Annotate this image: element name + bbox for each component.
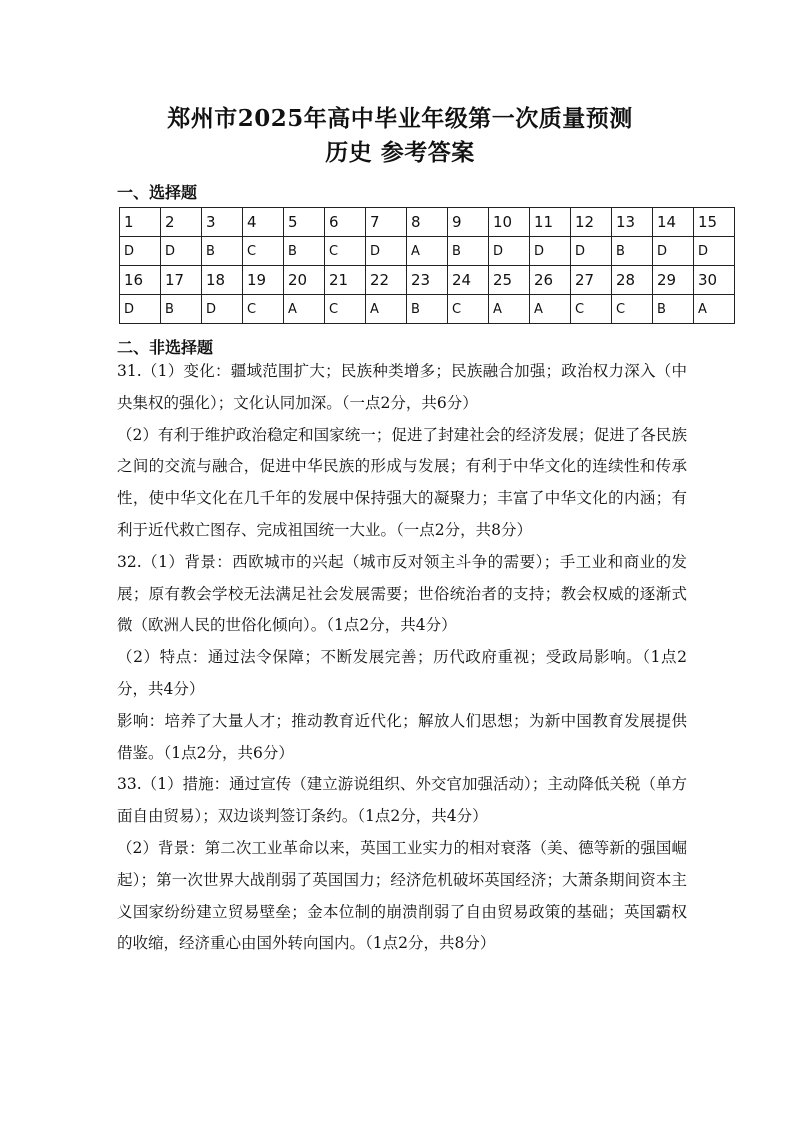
question-number-cell: 27 (571, 266, 612, 295)
answer-letter-cell: B (653, 295, 694, 324)
document-subtitle: 历史 参考答案 (325, 139, 475, 166)
answer-letter-cell: B (612, 237, 653, 266)
question-number-cell: 9 (448, 208, 489, 237)
question-number-cell: 25 (489, 266, 530, 295)
answer-letter-cell: D (653, 237, 694, 266)
question-number-cell: 22 (366, 266, 407, 295)
question-number-cell: 1 (120, 208, 161, 237)
answer-letter-cell: C (448, 295, 489, 324)
question-number-cell: 12 (571, 208, 612, 237)
answer-letter-cell: D (694, 237, 735, 266)
question-number-cell: 30 (694, 266, 735, 295)
answer-letter-cell: C (325, 237, 366, 266)
question-number-cell: 4 (243, 208, 284, 237)
answer-letter-cell: B (407, 295, 448, 324)
answer-letter-cell: A (694, 295, 735, 324)
answer-letter-cell: A (489, 295, 530, 324)
answer-32-2: （2）特点：通过法令保障；不断发展完善；历代政府重视；受政局影响。（1点2分，共4分） (117, 648, 687, 698)
section-heading-choice: 一、选择题 (117, 183, 198, 202)
table-row-numbers (120, 208, 735, 237)
answer-33-2: （2）背景：第二次工业革命以来，英国工业实力的相对衰落（美、德等新的强国崛起）；第一次世界大战削弱了英国国力；经济危机破坏英国经济；大萧条期间资本主义国家纷纷建立贸易壁垒；金本位制的崩溃削弱了自由贸易政策的基础；英国霸权的收缩，经济重心由国外转向国内。（1点2分，共8分） (117, 838, 687, 953)
answer-letter-cell: A (530, 295, 571, 324)
answer-letter-cell: C (571, 295, 612, 324)
question-number-cell: 17 (161, 266, 202, 295)
answer-32-impact: 影响：培养了大量人才；推动教育近代化；解放人们思想；为新中国教育发展提供借鉴。（1点2分，共6分） (117, 711, 687, 762)
question-number-cell: 5 (284, 208, 325, 237)
section-heading-nonchoice: 二、非选择题 (117, 338, 214, 357)
answer-letter-cell: A (284, 295, 325, 324)
answer-31-2: （2）有利于维护政治稳定和国家统一；促进了封建社会的经济发展；促进了各民族之间的交流与融合，促进中华民族的形成与发展；有利于中华文化的连续性和传承性，使中华文化在几千年的发展中保持强大的凝聚力；丰富了中华文化的内涵；有利于近代救亡图存、完成祖国统一大业。（一点2分，共8分） (117, 425, 687, 539)
answer-letter-cell: B (161, 295, 202, 324)
answer-letter-cell: D (202, 295, 243, 324)
answer-letter-cell: A (366, 295, 407, 324)
answer-letter-cell: D (161, 237, 202, 266)
question-number-cell: 8 (407, 208, 448, 237)
question-number-cell: 11 (530, 208, 571, 237)
answer-letter-cell: D (571, 237, 612, 266)
question-number-cell: 3 (202, 208, 243, 237)
question-number-cell: 21 (325, 266, 366, 295)
answer-letter-cell: B (202, 237, 243, 266)
question-number-cell: 19 (243, 266, 284, 295)
choice-answer-table (119, 207, 735, 324)
answer-33-1: 33.（1）措施：通过宣传（建立游说组织、外交官加强活动）；主动降低关税（单方面自由贸易）；双边谈判签订条约。（1点2分，共4分） (117, 775, 687, 826)
question-number-cell: 15 (694, 208, 735, 237)
question-number-cell: 6 (325, 208, 366, 237)
answer-letter-cell: D (489, 237, 530, 266)
table-row-numbers (120, 266, 735, 295)
question-number-cell: 18 (202, 266, 243, 295)
question-number-cell: 24 (448, 266, 489, 295)
question-number-cell: 13 (612, 208, 653, 237)
question-number-cell: 29 (653, 266, 694, 295)
question-number-cell: 10 (489, 208, 530, 237)
question-number-cell: 28 (612, 266, 653, 295)
question-number-cell: 26 (530, 266, 571, 295)
table-row-answers (120, 237, 735, 266)
answer-letter-cell: D (530, 237, 571, 266)
answer-letter-cell: C (325, 295, 366, 324)
answer-letter-cell: D (366, 237, 407, 266)
document-title: 郑州市2025年高中毕业年级第一次质量预测 (167, 105, 633, 132)
answer-letter-cell: C (243, 237, 284, 266)
answer-letter-cell: C (243, 295, 284, 324)
answer-body (117, 356, 687, 960)
answer-letter-cell: B (284, 237, 325, 266)
question-number-cell: 7 (366, 208, 407, 237)
table-row-answers (120, 295, 735, 324)
answer-letter-cell: D (120, 237, 161, 266)
question-number-cell: 14 (653, 208, 694, 237)
answer-letter-cell: D (120, 295, 161, 324)
question-number-cell: 20 (284, 266, 325, 295)
answer-32-1: 32.（1）背景：西欧城市的兴起（城市反对领主斗争的需要）；手工业和商业的发展；原有教会学校无法满足社会发展需要；世俗统治者的支持；教会权威的逐渐式微（欧洲人民的世俗化倾向）。（1点2分，共4分） (117, 552, 687, 635)
answer-letter-cell: C (612, 295, 653, 324)
question-number-cell: 23 (407, 266, 448, 295)
question-number-cell: 2 (161, 208, 202, 237)
answer-letter-cell: B (448, 237, 489, 266)
question-number-cell: 16 (120, 266, 161, 295)
answer-31-1: 31.（1）变化：疆域范围扩大；民族种类增多；民族融合加强；政治权力深入（中央集权的强化）；文化认同加深。（一点2分，共6分） (117, 362, 687, 412)
answer-letter-cell: A (407, 237, 448, 266)
